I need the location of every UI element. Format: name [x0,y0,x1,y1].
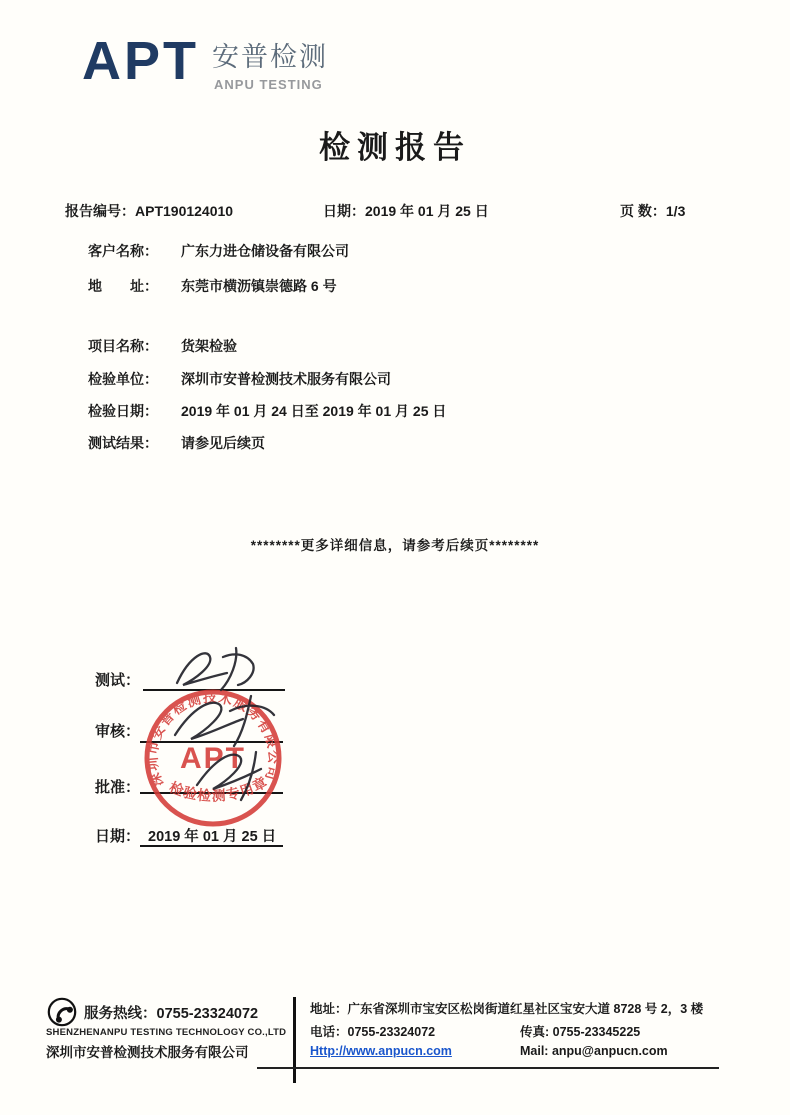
review-sign-label: 审核： [95,723,141,740]
service-hotline-label: 服务热线： [84,1006,157,1022]
footer-mail [520,1044,668,1058]
stamp-center-text: APT [180,742,246,775]
test-result-label: 测试结果： [88,435,158,451]
footer-company-english: SHENZHENANPU TESTING TECHNOLOGY CO.,LTD [46,1027,287,1038]
phone-icon [46,996,78,1028]
footer-fax-value: 0755-23345225 [552,1025,641,1039]
page-count [620,201,685,221]
customer-address-value: 东莞市横沥镇崇德路 6 号 [181,278,337,294]
inspection-unit-value: 深圳市安普检测技术服务有限公司 [181,371,391,387]
report-number [65,201,233,221]
stamp-ring-text: 深圳市安普检测技术服务有限公司 [144,689,282,789]
apt-logo: APT [82,31,199,91]
footer-phone-label: 电话： [310,1025,348,1039]
report-number-label: 报告编号： [65,203,135,219]
project-name-value: 货架检验 [181,338,237,354]
report-number-value: APT190124010 [135,203,234,219]
sign-date-label: 日期： [95,828,141,845]
brand-name-english: ANPU TESTING [214,77,323,92]
inspection-date-value: 2019 年 01 月 24 日至 2019 年 01 月 25 日 [181,403,447,419]
website-link[interactable]: Http://www.anpucn.com [310,1044,452,1058]
more-info-notice: ********更多详细信息，请参考后续页******** [250,538,540,553]
brand-name-chinese: 安普检测 [212,42,328,72]
service-hotline [84,1002,258,1023]
inspection-date-label: 检验日期： [88,403,158,419]
footer-mail-value: anpu@anpucn.com [551,1044,668,1058]
approve-sign-label: 批准： [95,779,141,796]
customer-name-value: 广东力进仓储设备有限公司 [181,243,349,259]
report-date-label: 日期： [323,203,365,219]
page-count-label: 页 数： [620,203,666,219]
footer-address [310,999,703,1017]
service-hotline-number: 0755-23324072 [156,1006,259,1022]
test-result-value: 请参见后续页 [181,435,265,451]
footer-address-value: 广东省深圳市宝安区松岗街道红星社区宝安大道 8728 号 2，3 楼 [347,1002,704,1016]
page-count-value: 1/3 [665,203,686,219]
footer-fax-label: 传真: [520,1025,553,1039]
sign-date-value: 2019 年 01 月 25 日 [148,829,277,845]
inspection-unit-label: 检验单位： [88,371,158,387]
project-name-label: 项目名称： [88,338,158,354]
page-title: 检测报告 [319,130,471,165]
footer-bottom-rule [257,1067,719,1069]
report-date [323,201,489,221]
customer-name-label: 客户名称： [88,243,158,259]
footer-company-chinese: 深圳市安普检测技术服务有限公司 [46,1045,249,1060]
footer-mail-label: Mail: [520,1044,552,1058]
test-signature-ink [177,653,227,685]
handwritten-signatures [135,635,305,825]
footer-phone-value: 0755-23324072 [347,1025,436,1039]
test-sign-label: 测试： [95,672,141,689]
footer-phone [310,1022,435,1040]
footer-fax [520,1022,640,1040]
stamp-sub-text: 检验检测专用章 [167,773,271,804]
test-signature-ink [221,648,254,690]
review-signature-ink [175,703,243,739]
customer-address-label: 地 址： [88,278,158,294]
footer-vertical-divider [293,997,296,1083]
footer-address-label: 地址： [310,1002,348,1016]
report-date-value: 2019 年 01 月 25 日 [365,203,489,219]
